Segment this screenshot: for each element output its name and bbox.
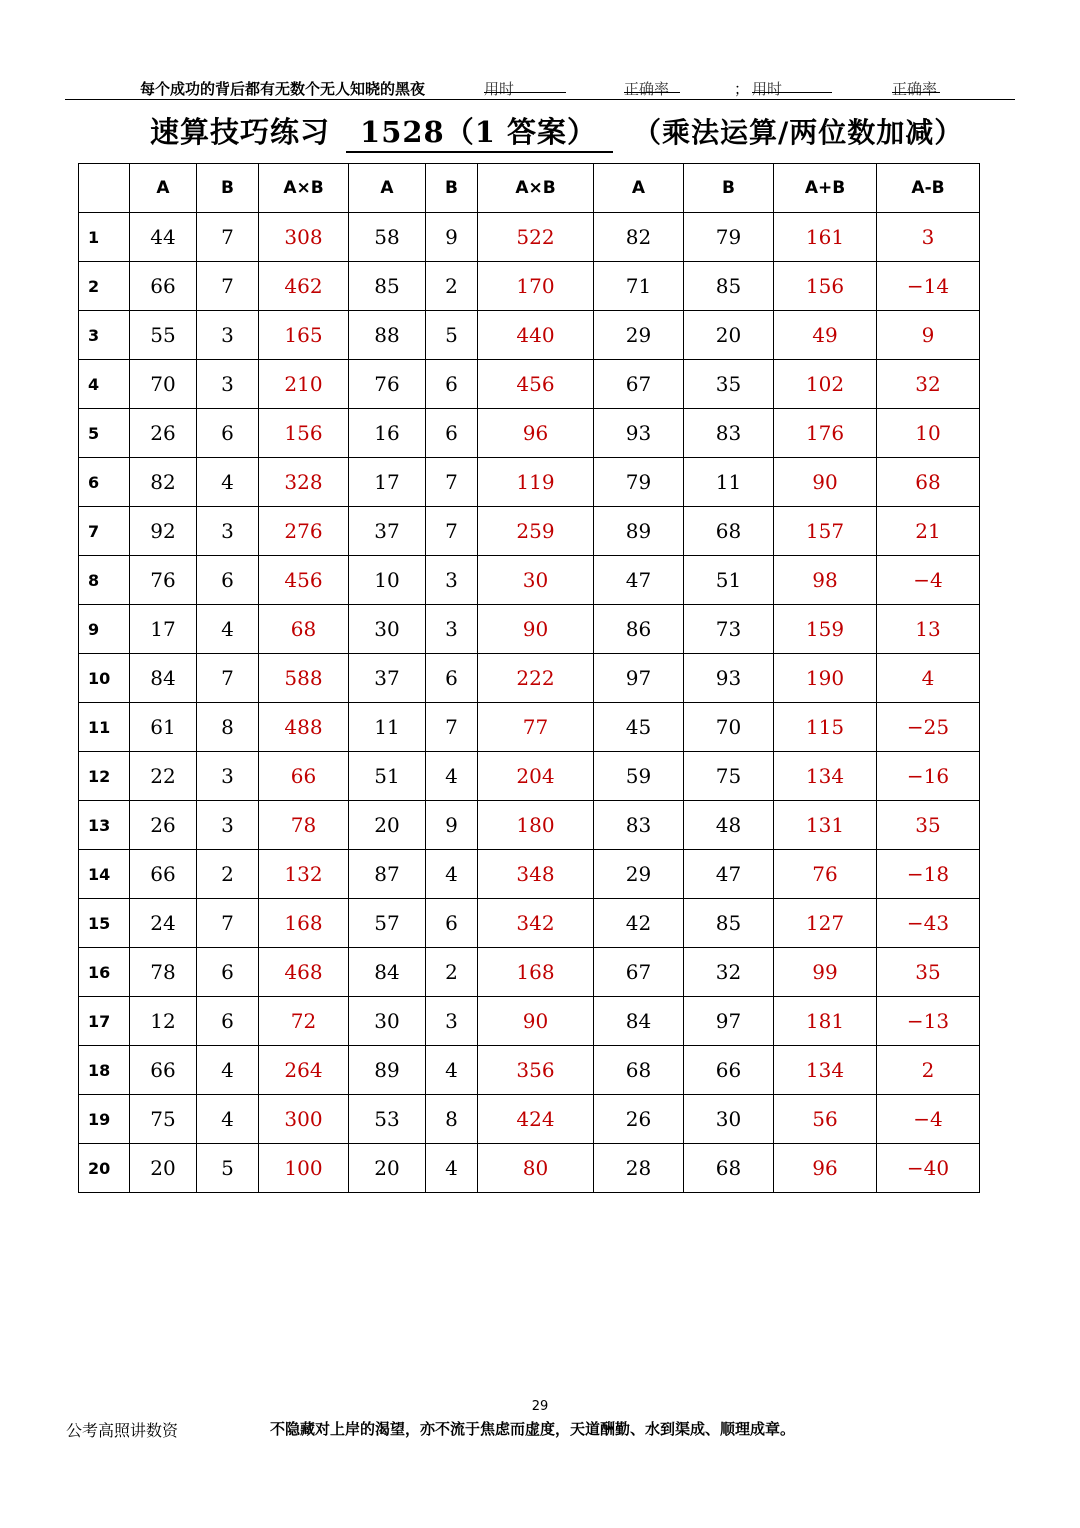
- answer-cell: 100: [259, 1144, 349, 1193]
- answer-cell: 168: [259, 899, 349, 948]
- operand-cell: 70: [130, 360, 197, 409]
- operand-cell: 11: [349, 703, 426, 752]
- operand-cell: 87: [349, 850, 426, 899]
- answer-cell: 96: [478, 409, 594, 458]
- answer-cell: 522: [478, 213, 594, 262]
- time-label-2: 用时: [752, 80, 783, 98]
- answer-cell: −14: [877, 262, 980, 311]
- operand-cell: 6: [197, 948, 259, 997]
- operand-cell: 84: [349, 948, 426, 997]
- answer-cell: 456: [478, 360, 594, 409]
- answer-cell: 10: [877, 409, 980, 458]
- header-motto: 每个成功的背后都有无数个无人知晓的黑夜: [140, 80, 426, 98]
- operand-cell: 7: [426, 703, 478, 752]
- operand-cell: 47: [684, 850, 774, 899]
- operand-cell: 22: [130, 752, 197, 801]
- column-header: B: [197, 164, 259, 213]
- operand-cell: 26: [130, 409, 197, 458]
- header-index-cell: [79, 164, 130, 213]
- answer-cell: 35: [877, 801, 980, 850]
- answer-cell: 170: [478, 262, 594, 311]
- operand-cell: 93: [594, 409, 684, 458]
- row-index: 18: [79, 1046, 130, 1095]
- operand-cell: 7: [197, 654, 259, 703]
- answer-cell: 181: [774, 997, 877, 1046]
- operand-cell: 9: [426, 801, 478, 850]
- table-row: [79, 1144, 980, 1193]
- operand-cell: 3: [197, 801, 259, 850]
- answer-cell: 90: [478, 997, 594, 1046]
- answer-cell: 13: [877, 605, 980, 654]
- operand-cell: 11: [684, 458, 774, 507]
- operand-cell: 17: [349, 458, 426, 507]
- header-line: [140, 78, 1020, 98]
- operand-cell: 29: [594, 311, 684, 360]
- operand-cell: 3: [426, 997, 478, 1046]
- answer-cell: 264: [259, 1046, 349, 1095]
- row-index: 6: [79, 458, 130, 507]
- footer-right-text: 不隐藏对上岸的渴望，亦不流于焦虑而虚度，天道酬勤、水到渠成、顺理成章。: [270, 1420, 796, 1438]
- title-main: 速算技巧练习: [150, 115, 331, 149]
- operand-cell: 4: [426, 1046, 478, 1095]
- operand-cell: 66: [684, 1046, 774, 1095]
- page-title: [150, 110, 963, 150]
- operand-cell: 71: [594, 262, 684, 311]
- operand-cell: 68: [684, 1144, 774, 1193]
- answer-cell: 190: [774, 654, 877, 703]
- operand-cell: 2: [426, 262, 478, 311]
- answer-cell: 66: [259, 752, 349, 801]
- row-index: 13: [79, 801, 130, 850]
- header-divider: [65, 99, 1015, 100]
- answer-cell: 72: [259, 997, 349, 1046]
- operand-cell: 44: [130, 213, 197, 262]
- operand-cell: 85: [349, 262, 426, 311]
- table-row: [79, 948, 980, 997]
- answer-cell: 176: [774, 409, 877, 458]
- answer-cell: 68: [259, 605, 349, 654]
- answer-cell: 468: [259, 948, 349, 997]
- table-row: [79, 997, 980, 1046]
- column-header: A-B: [877, 164, 980, 213]
- answer-cell: 308: [259, 213, 349, 262]
- column-header: A+B: [774, 164, 877, 213]
- operand-cell: 2: [197, 850, 259, 899]
- operand-cell: 89: [349, 1046, 426, 1095]
- answer-cell: 76: [774, 850, 877, 899]
- operand-cell: 85: [684, 899, 774, 948]
- row-index: 8: [79, 556, 130, 605]
- operand-cell: 20: [349, 1144, 426, 1193]
- title-subtitle: （乘法运算/两位数加减）: [633, 116, 964, 149]
- answer-cell: −4: [877, 556, 980, 605]
- answer-cell: 90: [478, 605, 594, 654]
- answer-cell: 156: [259, 409, 349, 458]
- operand-cell: 6: [426, 899, 478, 948]
- operand-cell: 42: [594, 899, 684, 948]
- operand-cell: 3: [426, 556, 478, 605]
- operand-cell: 78: [130, 948, 197, 997]
- operand-cell: 7: [426, 507, 478, 556]
- operand-cell: 82: [130, 458, 197, 507]
- answer-cell: 80: [478, 1144, 594, 1193]
- answer-cell: 102: [774, 360, 877, 409]
- answer-cell: 132: [259, 850, 349, 899]
- table-row: [79, 262, 980, 311]
- table-row: [79, 556, 980, 605]
- header-separator: ；: [734, 80, 750, 98]
- operand-cell: 67: [594, 948, 684, 997]
- answer-cell: 98: [774, 556, 877, 605]
- operand-cell: 6: [197, 556, 259, 605]
- answer-cell: −18: [877, 850, 980, 899]
- answer-cell: −43: [877, 899, 980, 948]
- operand-cell: 79: [684, 213, 774, 262]
- operand-cell: 73: [684, 605, 774, 654]
- row-index: 2: [79, 262, 130, 311]
- row-index: 12: [79, 752, 130, 801]
- column-header: A: [130, 164, 197, 213]
- table-row: [79, 899, 980, 948]
- operand-cell: 2: [426, 948, 478, 997]
- answer-cell: 131: [774, 801, 877, 850]
- exercise-table: [78, 163, 980, 1193]
- operand-cell: 68: [684, 507, 774, 556]
- answer-cell: 259: [478, 507, 594, 556]
- operand-cell: 4: [426, 850, 478, 899]
- answer-cell: 159: [774, 605, 877, 654]
- operand-cell: 61: [130, 703, 197, 752]
- table-row: [79, 311, 980, 360]
- row-index: 14: [79, 850, 130, 899]
- row-index: 5: [79, 409, 130, 458]
- operand-cell: 53: [349, 1095, 426, 1144]
- answer-cell: 456: [259, 556, 349, 605]
- operand-cell: 7: [197, 213, 259, 262]
- table-row: [79, 458, 980, 507]
- operand-cell: 93: [684, 654, 774, 703]
- operand-cell: 29: [594, 850, 684, 899]
- answer-cell: −13: [877, 997, 980, 1046]
- row-index: 17: [79, 997, 130, 1046]
- table-row: [79, 850, 980, 899]
- operand-cell: 84: [130, 654, 197, 703]
- answer-cell: 348: [478, 850, 594, 899]
- table-row: [79, 213, 980, 262]
- table-row: [79, 1046, 980, 1095]
- operand-cell: 70: [684, 703, 774, 752]
- answer-cell: 440: [478, 311, 594, 360]
- answer-cell: 168: [478, 948, 594, 997]
- answer-cell: 115: [774, 703, 877, 752]
- operand-cell: 97: [684, 997, 774, 1046]
- operand-cell: 76: [130, 556, 197, 605]
- operand-cell: 58: [349, 213, 426, 262]
- answer-cell: −40: [877, 1144, 980, 1193]
- operand-cell: 8: [426, 1095, 478, 1144]
- operand-cell: 30: [684, 1095, 774, 1144]
- row-index: 16: [79, 948, 130, 997]
- column-header: A: [349, 164, 426, 213]
- operand-cell: 12: [130, 997, 197, 1046]
- answer-cell: 165: [259, 311, 349, 360]
- operand-cell: 30: [349, 605, 426, 654]
- answer-cell: 300: [259, 1095, 349, 1144]
- operand-cell: 6: [426, 360, 478, 409]
- operand-cell: 10: [349, 556, 426, 605]
- page-number: 29: [531, 1399, 549, 1414]
- operand-cell: 7: [197, 262, 259, 311]
- row-index: 20: [79, 1144, 130, 1193]
- operand-cell: 3: [197, 360, 259, 409]
- answer-cell: −16: [877, 752, 980, 801]
- operand-cell: 48: [684, 801, 774, 850]
- answer-cell: 356: [478, 1046, 594, 1095]
- accuracy-blank-2[interactable]: [892, 78, 940, 93]
- answer-cell: 328: [259, 458, 349, 507]
- time-label-1: 用时: [484, 80, 515, 98]
- operand-cell: 9: [426, 213, 478, 262]
- operand-cell: 67: [594, 360, 684, 409]
- column-header: A×B: [259, 164, 349, 213]
- operand-cell: 16: [349, 409, 426, 458]
- operand-cell: 24: [130, 899, 197, 948]
- operand-cell: 92: [130, 507, 197, 556]
- row-index: 4: [79, 360, 130, 409]
- answer-cell: 4: [877, 654, 980, 703]
- answer-cell: 276: [259, 507, 349, 556]
- operand-cell: 28: [594, 1144, 684, 1193]
- operand-cell: 3: [426, 605, 478, 654]
- answer-cell: −25: [877, 703, 980, 752]
- operand-cell: 6: [197, 997, 259, 1046]
- table-row: [79, 409, 980, 458]
- answer-cell: 204: [478, 752, 594, 801]
- operand-cell: 7: [426, 458, 478, 507]
- answer-cell: −4: [877, 1095, 980, 1144]
- operand-cell: 5: [426, 311, 478, 360]
- answer-cell: 134: [774, 752, 877, 801]
- time-blank-1[interactable]: [484, 78, 566, 93]
- answer-cell: 99: [774, 948, 877, 997]
- operand-cell: 51: [684, 556, 774, 605]
- operand-cell: 57: [349, 899, 426, 948]
- answer-cell: 180: [478, 801, 594, 850]
- operand-cell: 20: [684, 311, 774, 360]
- operand-cell: 88: [349, 311, 426, 360]
- operand-cell: 30: [349, 997, 426, 1046]
- operand-cell: 82: [594, 213, 684, 262]
- operand-cell: 51: [349, 752, 426, 801]
- operand-cell: 20: [130, 1144, 197, 1193]
- table-header-row: [79, 164, 980, 213]
- operand-cell: 66: [130, 1046, 197, 1095]
- operand-cell: 47: [594, 556, 684, 605]
- operand-cell: 4: [197, 1046, 259, 1095]
- answer-cell: 488: [259, 703, 349, 752]
- operand-cell: 5: [197, 1144, 259, 1193]
- operand-cell: 20: [349, 801, 426, 850]
- operand-cell: 4: [426, 752, 478, 801]
- title-number: 1528（1 答案）: [346, 110, 613, 153]
- operand-cell: 89: [594, 507, 684, 556]
- operand-cell: 6: [426, 409, 478, 458]
- row-index: 3: [79, 311, 130, 360]
- column-header: B: [684, 164, 774, 213]
- answer-cell: 157: [774, 507, 877, 556]
- accuracy-label-1: 正确率: [624, 80, 670, 98]
- answer-cell: 21: [877, 507, 980, 556]
- operand-cell: 3: [197, 507, 259, 556]
- table-row: [79, 752, 980, 801]
- answer-cell: 134: [774, 1046, 877, 1095]
- accuracy-label-2: 正确率: [892, 80, 938, 98]
- operand-cell: 84: [594, 997, 684, 1046]
- table-body: [79, 213, 980, 1193]
- answer-cell: 462: [259, 262, 349, 311]
- answer-cell: 90: [774, 458, 877, 507]
- operand-cell: 8: [197, 703, 259, 752]
- answer-cell: 9: [877, 311, 980, 360]
- row-index: 9: [79, 605, 130, 654]
- operand-cell: 59: [594, 752, 684, 801]
- operand-cell: 83: [594, 801, 684, 850]
- answer-cell: 161: [774, 213, 877, 262]
- answer-cell: 56: [774, 1095, 877, 1144]
- answer-cell: 424: [478, 1095, 594, 1144]
- operand-cell: 76: [349, 360, 426, 409]
- row-index: 15: [79, 899, 130, 948]
- table-row: [79, 507, 980, 556]
- answer-cell: 3: [877, 213, 980, 262]
- operand-cell: 6: [426, 654, 478, 703]
- operand-cell: 37: [349, 654, 426, 703]
- operand-cell: 66: [130, 850, 197, 899]
- answer-cell: 210: [259, 360, 349, 409]
- operand-cell: 68: [594, 1046, 684, 1095]
- answer-cell: 96: [774, 1144, 877, 1193]
- answer-cell: 588: [259, 654, 349, 703]
- table-row: [79, 703, 980, 752]
- operand-cell: 45: [594, 703, 684, 752]
- table-row: [79, 360, 980, 409]
- answer-cell: 32: [877, 360, 980, 409]
- answer-cell: 127: [774, 899, 877, 948]
- answer-cell: 77: [478, 703, 594, 752]
- row-index: 10: [79, 654, 130, 703]
- operand-cell: 55: [130, 311, 197, 360]
- operand-cell: 4: [197, 1095, 259, 1144]
- answer-cell: 78: [259, 801, 349, 850]
- operand-cell: 35: [684, 360, 774, 409]
- answer-cell: 342: [478, 899, 594, 948]
- column-header: B: [426, 164, 478, 213]
- answer-cell: 119: [478, 458, 594, 507]
- operand-cell: 75: [130, 1095, 197, 1144]
- table-row: [79, 605, 980, 654]
- column-header: A: [594, 164, 684, 213]
- operand-cell: 83: [684, 409, 774, 458]
- operand-cell: 97: [594, 654, 684, 703]
- operand-cell: 17: [130, 605, 197, 654]
- operand-cell: 75: [684, 752, 774, 801]
- answer-cell: 222: [478, 654, 594, 703]
- answer-cell: 2: [877, 1046, 980, 1095]
- row-index: 1: [79, 213, 130, 262]
- table-row: [79, 654, 980, 703]
- operand-cell: 32: [684, 948, 774, 997]
- operand-cell: 79: [594, 458, 684, 507]
- accuracy-blank-1[interactable]: [624, 78, 680, 93]
- answer-cell: 35: [877, 948, 980, 997]
- table-row: [79, 1095, 980, 1144]
- operand-cell: 37: [349, 507, 426, 556]
- operand-cell: 4: [197, 458, 259, 507]
- footer-left-text: 公考高照讲数资: [66, 1421, 179, 1440]
- answer-cell: 30: [478, 556, 594, 605]
- answer-cell: 68: [877, 458, 980, 507]
- operand-cell: 6: [197, 409, 259, 458]
- operand-cell: 3: [197, 752, 259, 801]
- row-index: 7: [79, 507, 130, 556]
- operand-cell: 4: [197, 605, 259, 654]
- operand-cell: 85: [684, 262, 774, 311]
- operand-cell: 26: [594, 1095, 684, 1144]
- time-blank-2[interactable]: [752, 78, 832, 93]
- row-index: 19: [79, 1095, 130, 1144]
- operand-cell: 4: [426, 1144, 478, 1193]
- column-header: A×B: [478, 164, 594, 213]
- table-row: [79, 801, 980, 850]
- operand-cell: 86: [594, 605, 684, 654]
- operand-cell: 7: [197, 899, 259, 948]
- operand-cell: 26: [130, 801, 197, 850]
- operand-cell: 66: [130, 262, 197, 311]
- answer-cell: 156: [774, 262, 877, 311]
- row-index: 11: [79, 703, 130, 752]
- operand-cell: 3: [197, 311, 259, 360]
- answer-cell: 49: [774, 311, 877, 360]
